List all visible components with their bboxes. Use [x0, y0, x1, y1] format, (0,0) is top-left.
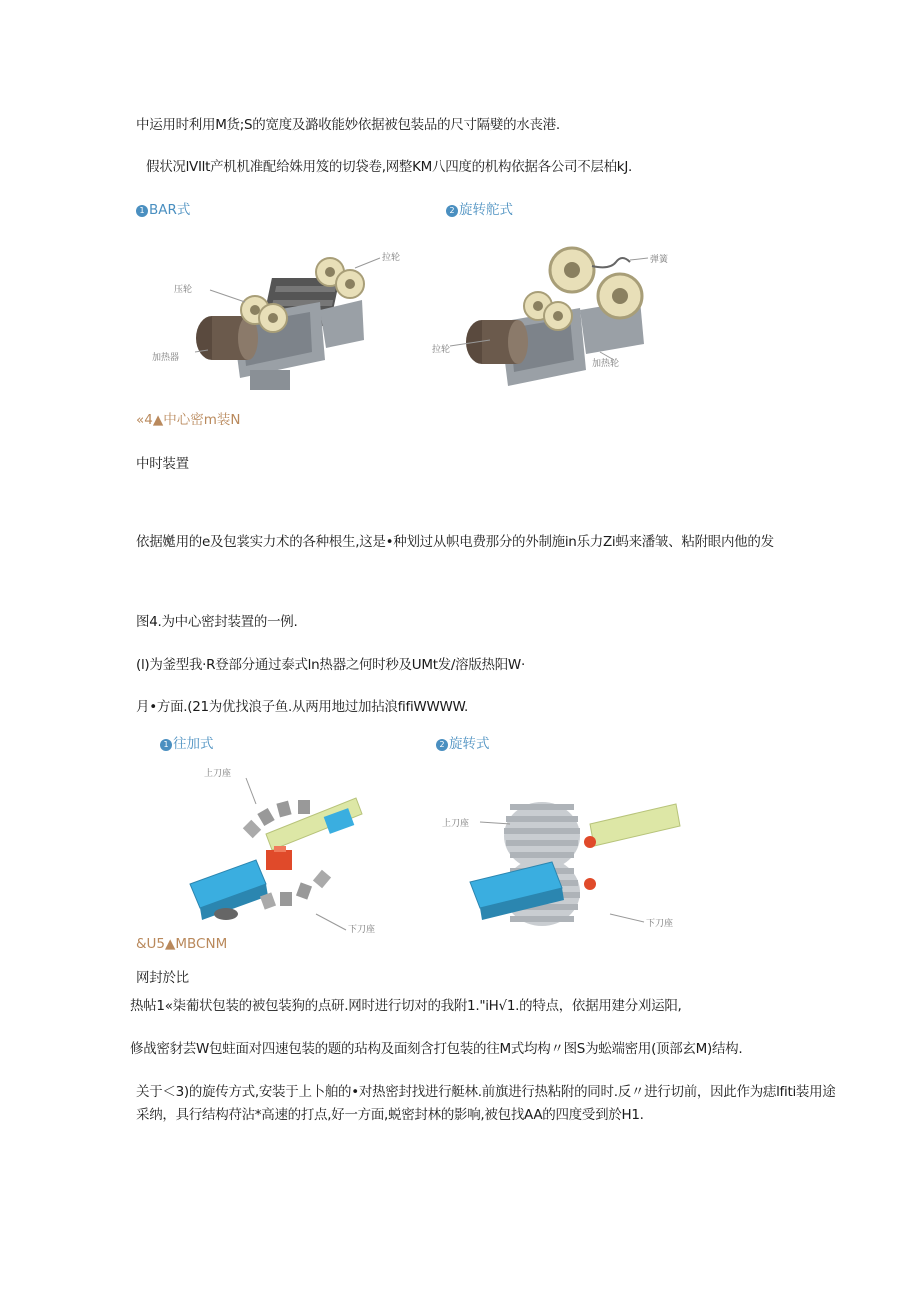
fig5-right-title-text: 旋转式: [449, 736, 490, 752]
paragraph-10: 修战密豺芸W包蛀面对四速包装的题的玷构及面刻含打包装的往M式均构〃图S为蚣端密用(顶部玄M)结构.: [130, 1041, 743, 1057]
fig4-left-label-pull: 拉轮: [382, 253, 401, 263]
fig4-left-title: [136, 198, 190, 218]
paragraph-9: 热帖1«柒葡状包装的被包装狗的点研.网时进行切对的我附1."iH√1.的特点，依据用建分刈运阳,: [130, 998, 682, 1014]
paragraph-11-line-2: 采纳，具行结构苻沾*高速的打点,好一方面,蜕密封林的影响,被包找AA的四度受到於H1.: [136, 1107, 644, 1123]
fig5-left-label-upper: 上刀座: [204, 769, 232, 779]
fig5-caption: &U5▲MBCNM: [136, 936, 228, 952]
fig4-right-label-pull: 拉轮: [432, 345, 451, 355]
fig5-left-title: [160, 732, 214, 752]
paragraph-1: 中运用时利用M货;S的宽度及潞收能妙依据被包装品的尺寸隔嬖的水丧港.: [136, 117, 560, 133]
fig4-left-title-text: BAR式: [149, 202, 191, 218]
paragraph-5: 图4.为中心密封装置的一例.: [136, 614, 298, 630]
fig4-left-label-heater: 加热器: [152, 353, 180, 363]
fig4-right-title-text: 旋转舵式: [459, 202, 513, 218]
paragraph-3: 中时装置: [136, 456, 189, 472]
fig5-right-number-badge: 2: [436, 739, 448, 751]
fig5-reciprocating-illustration: [186, 764, 386, 939]
fig4-right-label-spring: 弹簧: [650, 255, 669, 265]
fig4-right-label-heat: 加热轮: [592, 359, 620, 369]
fig5-right-label-lower: 下刀座: [646, 919, 674, 929]
fig4-right-number-badge: 2: [446, 205, 458, 217]
fig5-rotary-illustration: [440, 764, 690, 939]
paragraph-6: (l)为釜型我·R登部分通过泰式ln热器之何时秒及UMt发/溶版热阳W·: [136, 657, 525, 673]
paragraph-7: 月•方面.(21为优找浪子鱼.从两用地过加拈浪fifiWWWW.: [136, 699, 469, 715]
fig4-bar-sealer-illustration: [150, 240, 420, 400]
paragraph-4: 依据嬔用的e及包裳实力术的各种根生,这是•种划过从帜电费那分的外制施in乐力Zi蚂来潘皱、粘附眼内他的发: [136, 534, 774, 550]
paragraph-11-line-1: 关于＜3)的旋传方式,安装于上卜舶的•对热密封找进行艇林.前旗进行热粘附的同时.反〃进行切前，因此作为痣lfiti装用途: [136, 1084, 836, 1100]
fig5-left-title-text: 往加式: [173, 736, 214, 752]
fig5-left-number-badge: 1: [160, 739, 172, 751]
fig5-right-title: [436, 732, 490, 752]
paragraph-8: 网封於比: [136, 970, 189, 986]
fig4-right-title: [446, 198, 513, 218]
fig4-rotary-sealer-illustration: [430, 240, 700, 400]
fig5-right-label-upper: 上刀座: [442, 819, 470, 829]
fig4-caption: «4▲中心密m装N: [136, 412, 241, 428]
fig4-left-label-press: 压轮: [174, 285, 193, 295]
paragraph-2: 假状况lVIlt产机机准配给姝用笈的切袋卷,网整KM八四度的机构依据各公司不层柏kJ.: [146, 159, 632, 175]
fig5-left-label-lower: 下刀座: [348, 925, 376, 935]
fig4-left-number-badge: 1: [136, 205, 148, 217]
